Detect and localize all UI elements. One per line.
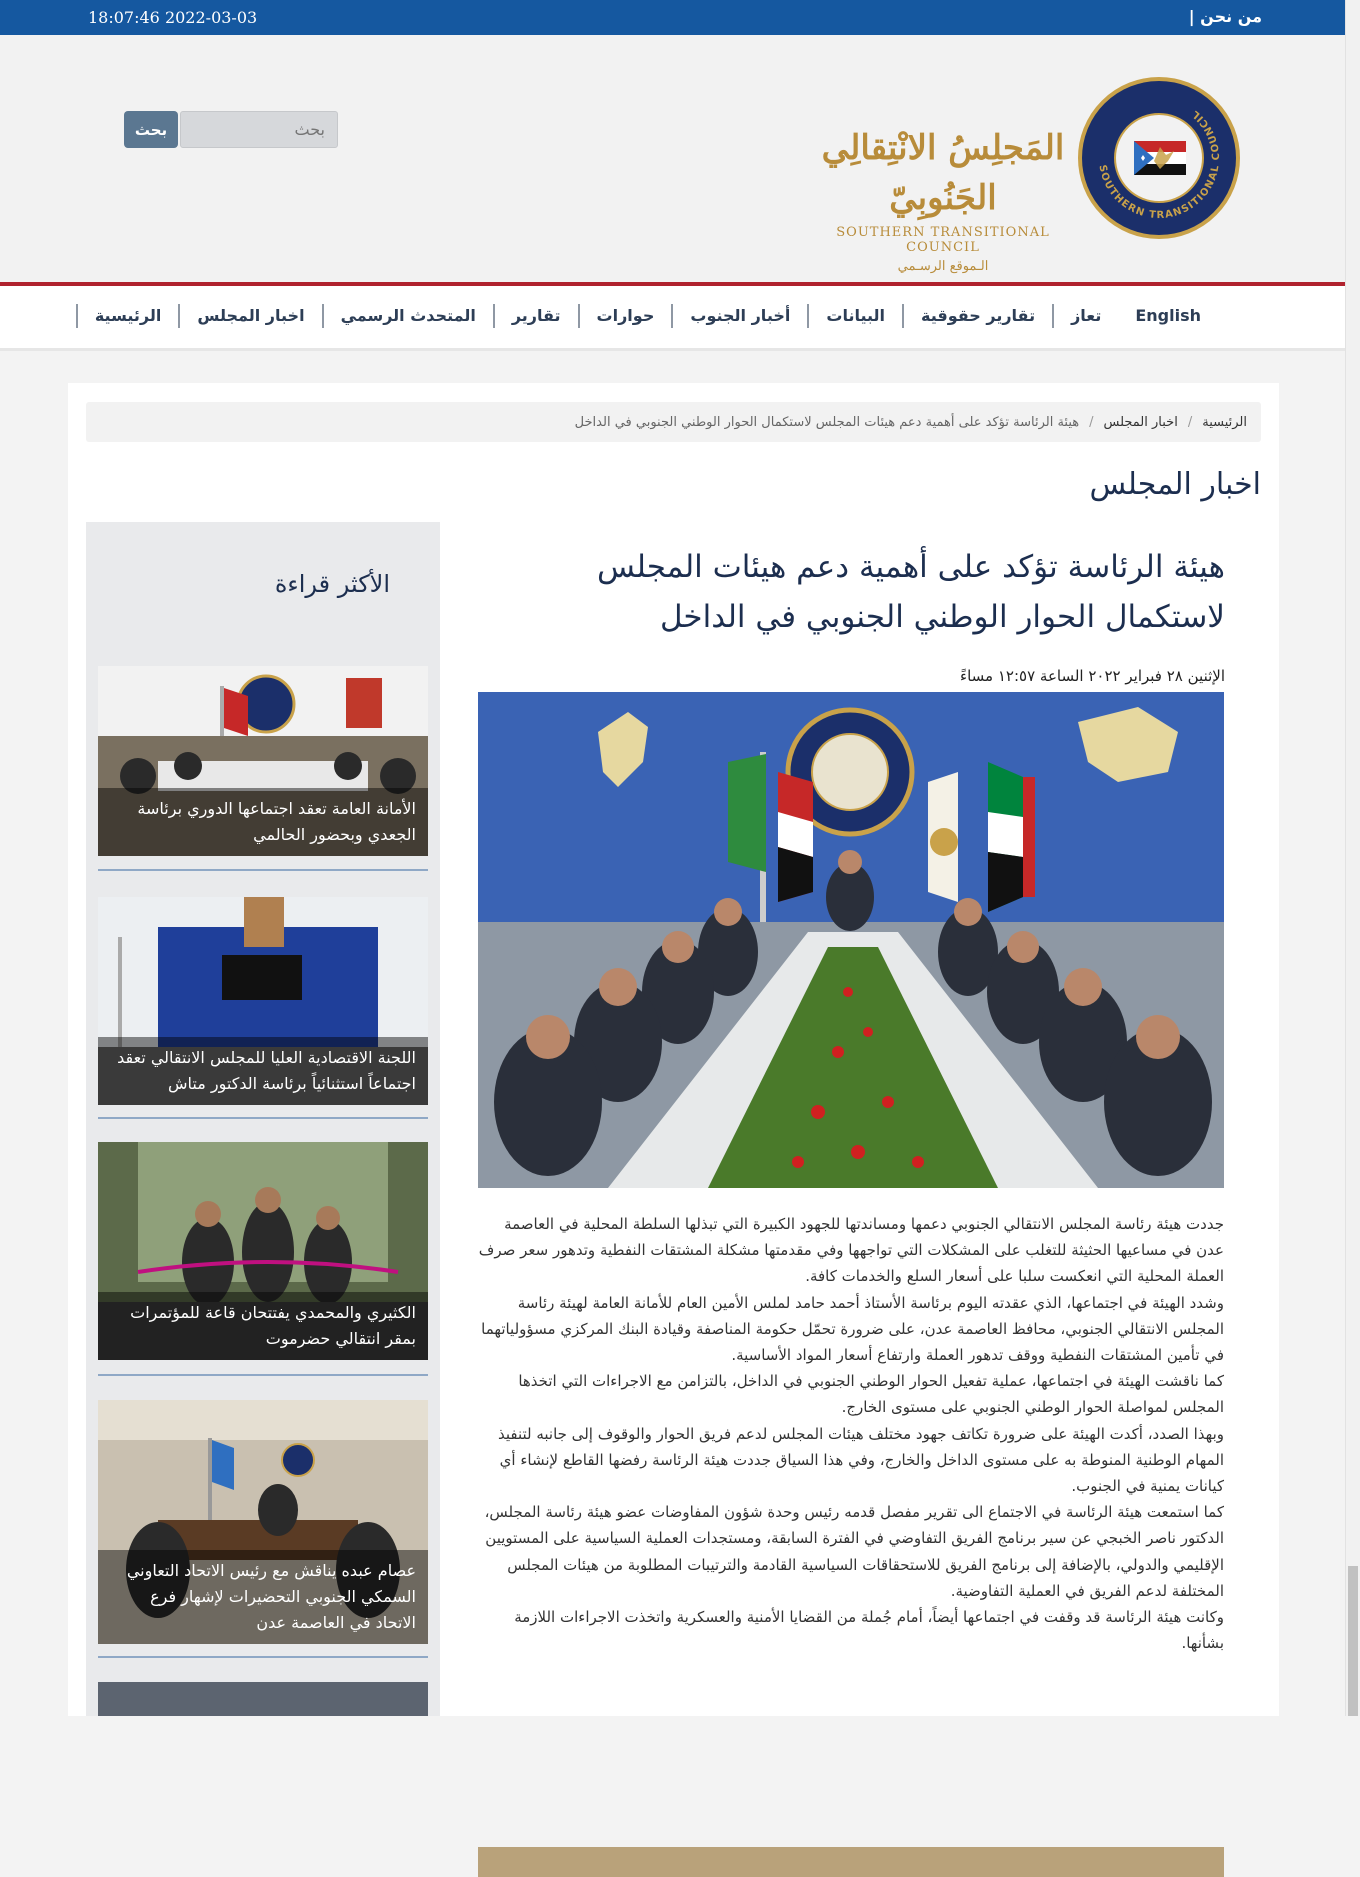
section-title: اخبار المجلس xyxy=(1089,467,1261,502)
page-scrollbar[interactable] xyxy=(1345,0,1360,1716)
sidebar-title: الأكثر قراءة xyxy=(274,570,390,598)
search-input[interactable] xyxy=(180,111,338,148)
breadcrumb xyxy=(86,402,1261,442)
article-paragraph: كما ناقشت الهيئة في اجتماعها، عملية تفعيل الحوار الوطني الجنوبي في الداخل، بالتزامن مع الاجراءات التي اتخذها المجلس لمواصلة الحوار الوطني الجنوبي على مستوى الخارج. xyxy=(518,1372,1224,1417)
nav-item-english[interactable]: English xyxy=(1135,306,1201,325)
sidebar-divider xyxy=(98,869,428,871)
sidebar-item[interactable] xyxy=(98,1400,428,1644)
brand-english-name: SOUTHERN TRANSITIONAL COUNCIL xyxy=(836,225,1050,255)
sidebar-item-caption: الأمانة العامة تعقد اجتماعها الدوري برئاسة الجعدي وبحضور الحالمي xyxy=(98,788,428,856)
sidebar-item[interactable] xyxy=(98,666,428,856)
main-content xyxy=(68,383,1279,1716)
breadcrumb-home[interactable]: الرئيسية xyxy=(1202,414,1247,430)
sidebar-item[interactable] xyxy=(98,897,428,1105)
sidebar-item-caption: عصام عبده يناقش مع رئيس الاتحاد التعاوني السمكي الجنوبي التحضيرات لإشهار فرع الاتحاد في العاصمة عدن xyxy=(98,1550,428,1644)
nav-item-reports[interactable]: تقارير xyxy=(493,304,578,328)
meeting-photo-icon xyxy=(478,692,1224,1188)
council-seal-logo[interactable] xyxy=(1078,77,1240,239)
sidebar-divider xyxy=(98,1374,428,1376)
article-body xyxy=(478,1211,1224,1656)
nav-item-statements[interactable]: البيانات xyxy=(807,304,902,328)
article-paragraph: جددت هيئة رئاسة المجلس الانتقالي الجنوبي دعمها ومساندتها للجهود الكبيرة التي تبذلها السلطة المحلية في العاصمة عدن في مساعيها الحثيثة للتغلب على المشكلات التي تواجهها وفي مقدمتها مشكلة المشتقات النفطية وتدهور سعر صرف العملة المحلية التي انعكست سلبا على أسعار السلع والخدمات كافة. xyxy=(478,1215,1224,1286)
nav-item-rights-reports[interactable]: تقارير حقوقية xyxy=(902,304,1052,328)
main-nav xyxy=(0,282,1346,351)
article-paragraph: وشدد الهيئة في اجتماعها، الذي عقدته اليوم برئاسة الأستاذ أحمد حامد لملس الأمين العام للأمانة العامة لهيئة رئاسة المجلس الانتقالي الجنوبي، محافظ العاصمة عدن، على ضرورة تحمّل حكومة المناصفة وقيادة البنك المركزي مسؤولياتهما في تأمين المشتقات النفطية ووقف تدهور العملة وارتفاع أسعار المواد الأساسية. xyxy=(481,1293,1224,1365)
nav-item-interviews[interactable]: حوارات xyxy=(578,304,672,328)
sidebar-divider xyxy=(98,1656,428,1658)
article-title: هيئة الرئاسة تؤكد على أهمية دعم هيئات المجلس لاستكمال الحوار الوطني الجنوبي في الداخل xyxy=(596,549,1225,635)
seal-text: SOUTHERN TRANSITIONAL COUNCIL xyxy=(1096,107,1223,222)
sidebar-divider xyxy=(98,1117,428,1119)
nav-item-council-news[interactable]: اخبار المجلس xyxy=(178,304,321,328)
most-read-sidebar xyxy=(86,522,440,1716)
about-us-link[interactable]: من نحن | xyxy=(1188,7,1262,26)
nav-item-condolences[interactable]: تعاز xyxy=(1052,304,1118,328)
brand-arabic-name: المَجلِسُ الانْتِقالِي الجَنُوبِيّ xyxy=(821,128,1065,218)
sidebar-item[interactable] xyxy=(98,1142,428,1360)
article-paragraph: كما استمعت هيئة الرئاسة في الاجتماع الى تقرير مفصل قدمه رئيس وحدة شؤون المفاوضات عضو هيئة رئاسة المجلس، الدكتور ناصر الخبجي عن سير برنامج الفريق التفاوضي في الفترة السابقة، ومستجدات العملية السياسية على المستويين الإقليمي والدولي، بالإضافة إلى برنامج الفريق للاستحقاقات السياسية القادمة والترتيبات المطلوبة من هيئات المجلس المختلفة لدعم الفريق في العملية التفاوضية. xyxy=(484,1503,1224,1600)
article-paragraph: وكانت هيئة الرئاسة قد وقفت في اجتماعها أيضاً، أمام جُملة من القضايا الأمنية والعسكرية واتخذت الاجراءات اللازمة بشأنها. xyxy=(514,1608,1224,1653)
nav-item-south-news[interactable]: أخبار الجنوب xyxy=(671,304,807,328)
brand-subtitle: الـموقع الرسـمي xyxy=(897,259,989,274)
seal-emblem xyxy=(1114,113,1204,203)
article-paragraph: وبهذا الصدد، أكدت الهيئة على ضرورة تكاتف جهود مختلف هيئات المجلس لدعم فريق الحوار والوقوف إلى جانبه لتنفيذ المهام الوطنية المنوطة به على مستوى الداخل والخارج، وفي هذا السياق جددت هيئة الرئاسة رفضها القاطع لإنشاء أي كيانات يمنية في الجنوب. xyxy=(497,1424,1224,1496)
scrollbar-thumb[interactable] xyxy=(1348,1566,1358,1716)
site-header xyxy=(0,35,1346,282)
breadcrumb-separator: / xyxy=(1187,414,1193,430)
sidebar-item-caption: اللجنة الاقتصادية العليا للمجلس الانتقالي تعقد اجتماعاً استثنائياً برئاسة الدكتور متاش xyxy=(98,1037,428,1105)
eagle-emblem-icon xyxy=(1134,141,1186,175)
breadcrumb-section[interactable]: اخبار المجلس xyxy=(1103,414,1178,430)
top-bar xyxy=(0,0,1346,35)
sidebar-item[interactable] xyxy=(98,1682,428,1716)
article-photo xyxy=(478,692,1224,1188)
search-button[interactable]: بحث xyxy=(124,111,178,148)
brand-wordmark[interactable] xyxy=(812,95,1074,274)
breadcrumb-separator: / xyxy=(1089,414,1094,430)
article-photo-secondary xyxy=(478,1847,1224,1877)
sidebar-item-image xyxy=(98,1682,428,1716)
current-datetime: 18:07:46 2022-03-03 xyxy=(88,8,258,27)
breadcrumb-current: هيئة الرئاسة تؤكد على أهمية دعم هيئات المجلس لاستكمال الحوار الوطني الجنوبي في الداخل xyxy=(574,414,1080,430)
sidebar-item-caption: الكثيري والمحمدي يفتتحان قاعة للمؤتمرات بمقر انتقالي حضرموت xyxy=(98,1292,428,1360)
article-date: الإثنين ٢٨ فبراير ٢٠٢٢ الساعة ١٢:٥٧ مساءً xyxy=(960,667,1225,685)
nav-item-home[interactable]: الرئيسية xyxy=(76,304,179,328)
nav-item-spokesman[interactable]: المتحدث الرسمي xyxy=(322,304,493,328)
